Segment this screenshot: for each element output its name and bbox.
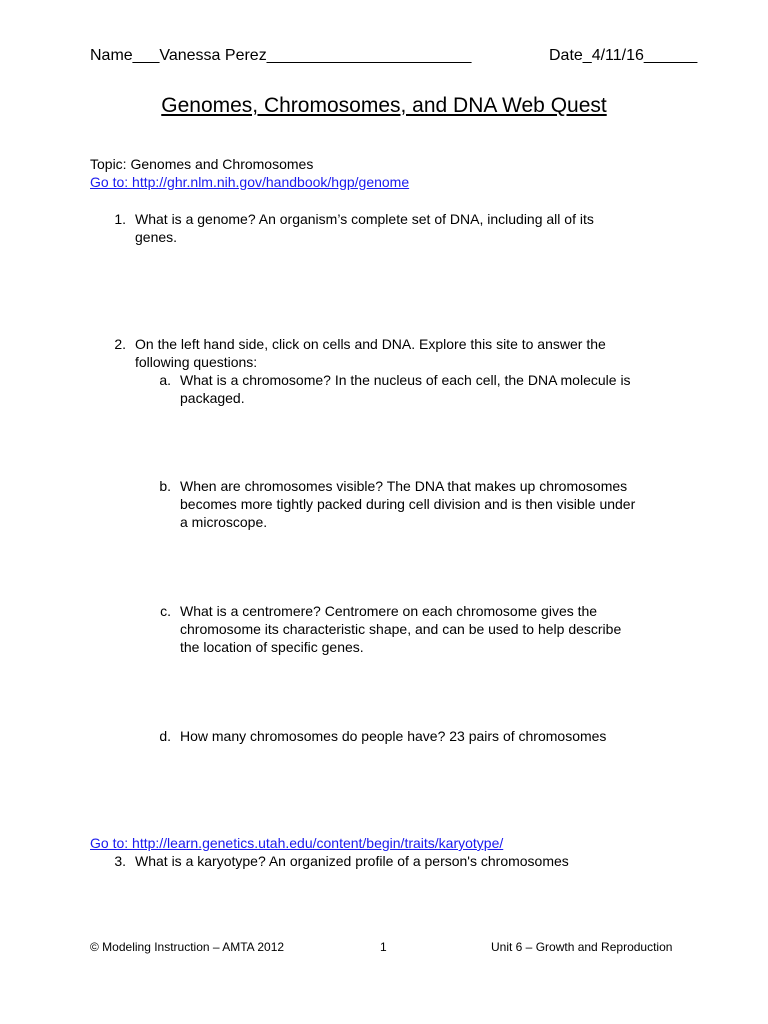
- footer-copyright: © Modeling Instruction – AMTA 2012: [90, 940, 285, 954]
- sub-letter: d.: [159, 728, 171, 744]
- page-title: Genomes, Chromosomes, and DNA Web Quest: [161, 94, 607, 117]
- goto-line-2: [90, 834, 503, 852]
- goto-label: Go to:: [90, 835, 133, 851]
- question-2c-line-1: What is a centromere? Centromere on each chromosome gives the: [180, 603, 598, 619]
- question-2-line-2: following questions:: [135, 354, 258, 370]
- footer-page-number: 1: [380, 940, 387, 954]
- question-2c-line-2: chromosome its characteristic shape, and can be used to help describe: [180, 621, 622, 637]
- question-2a-line-1: What is a chromosome? In the nucleus of each cell, the DNA molecule is: [180, 372, 631, 388]
- name-field: Name___Vanessa Perez_______________________: [90, 47, 472, 64]
- goto-label: Go to:: [90, 174, 133, 190]
- question-1-line-1: What is a genome? An organism’s complete set of DNA, including all of its: [135, 211, 594, 227]
- question-1-line-2: genes.: [135, 229, 178, 245]
- question-2b-line-2: becomes more tightly packed during cell division and is then visible under: [180, 496, 636, 512]
- question-2a-line-2: packaged.: [180, 390, 245, 406]
- goto-line-1: [90, 173, 409, 191]
- question-number: 3.: [114, 853, 126, 869]
- question-2c-line-3: the location of specific genes.: [180, 639, 364, 655]
- topic-line: Topic: Genomes and Chromosomes: [90, 156, 314, 172]
- question-number: 1.: [114, 211, 126, 227]
- date-field: Date_4/11/16______: [549, 47, 698, 64]
- question-2b-line-1: When are chromosomes visible? The DNA that makes up chromosomes: [180, 478, 628, 494]
- question-number: 2.: [114, 336, 126, 352]
- question-2-line-1: On the left hand side, click on cells and DNA. Explore this site to answer the: [135, 336, 606, 352]
- question-2b-line-3: a microscope.: [180, 514, 268, 530]
- sub-letter: a.: [159, 372, 171, 388]
- sub-letter: b.: [159, 478, 171, 494]
- question-3-line-1: What is a karyotype? An organized profile of a person's chromosomes: [135, 853, 569, 869]
- footer-unit: Unit 6 – Growth and Reproduction: [491, 940, 673, 954]
- karyotype-link[interactable]: http://learn.genetics.utah.edu/content/begin/traits/karyotype/: [132, 835, 504, 851]
- sub-letter: c.: [160, 603, 171, 619]
- question-2d-line-1: How many chromosomes do people have? 23 pairs of chromosomes: [180, 728, 607, 744]
- genome-link[interactable]: http://ghr.nlm.nih.gov/handbook/hgp/genome: [132, 174, 410, 190]
